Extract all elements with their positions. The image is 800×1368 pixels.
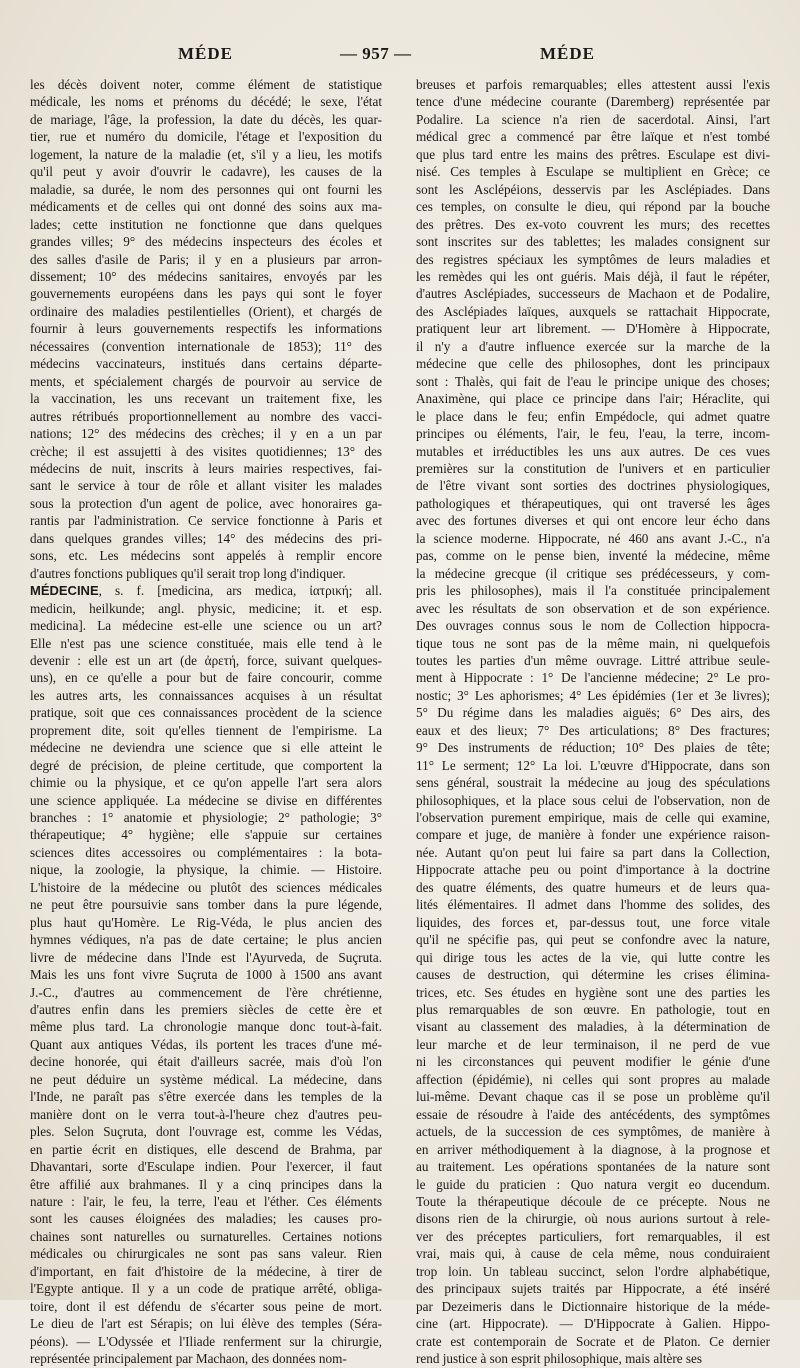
text-line: MÉDECINE, s. f. [medicina, ars medica, ἰατρική; all. — [30, 583, 382, 599]
text-line: pas, comme on le pense bien, inventé la médecine, même — [416, 548, 770, 564]
text-line: médicale, les noms et prénoms du décédé; le sexe, l'état — [30, 94, 382, 110]
text-line: lités élémentaires. Il admet dans l'homme des solides, des — [416, 897, 770, 913]
text-line: 5° Du régime dans les maladies aiguës; 6° Des airs, des — [416, 705, 770, 721]
text-line: même plus tard. La chronologie manque donc tout-à-fait. — [30, 1019, 382, 1035]
text-line: crèche; il est assujetti à des visites quotidiennes; 13° des — [30, 443, 382, 459]
right-running-headword: MÉDE — [540, 44, 595, 63]
text-line: l'observation purement empirique, mais de celle qui examine, — [416, 810, 770, 826]
text-line: médecins de nuit, inscrits à leurs mairies respectives, fai- — [30, 460, 382, 476]
text-line: sous la protection d'un agent de police, avec honoraires ga- — [30, 495, 382, 511]
text-line: sens général, soustrait la médecine au joug des spéculations — [416, 775, 770, 791]
text-line: trop loin. Un tableau succinct, selon l'ordre alphabétique, — [416, 1263, 770, 1279]
text-line: que plus tard entre les mains des prêtres. Esculape est divi- — [416, 146, 770, 162]
text-line: qu'il peut y avoir d'ouvrir le cadavre), les causes de la — [30, 164, 382, 180]
text-line: Elle n'est pas une science constituée, mais elle tend à le — [30, 635, 382, 651]
text-line: ces temples, on consulte le dieu, qui répond par la bouche — [416, 199, 770, 215]
text-line: principes ou éléments, l'air, le feu, l'eau, la terre, incom- — [416, 426, 770, 442]
page-number: — 957 — — [340, 44, 412, 63]
text-line: Quant aux antiques Védas, ils portent les traces d'une mé- — [30, 1036, 382, 1052]
text-line: dissement; 10° des médecins sanitaires, envoyés par les — [30, 268, 382, 284]
text-line: dans quelques grandes villes; 14° des médecins des pri- — [30, 530, 382, 546]
text-line: livre de médecine dans l'Inde est l'Ayurveda, de Suçruta. — [30, 949, 382, 965]
text-line: sciences dites accessoires ou complémentaires : la bota- — [30, 844, 382, 860]
text-line: devenir : elle est un art (de ἀρετή, force, suivant quelques- — [30, 652, 382, 668]
text-line: thérapeutique; 4° hygiène; elle s'appuie sur certaines — [30, 827, 382, 843]
text-line: branches : 1° anatomie et physiologie; 2° pathologie; 3° — [30, 810, 382, 826]
text-line: qu'il ne spécifie pas, qui peut se confondre avec la nature, — [416, 932, 770, 948]
text-line: breuses et parfois remarquables; elles attestent aussi l'exis — [416, 77, 770, 92]
text-line: médecine ne deviendra une science que si elle atteint le — [30, 740, 382, 756]
text-line: degré de précision, de pleine certitude, que comportent la — [30, 757, 382, 773]
text-line: lui-même. Devant chaque cas il se pose un problème qu'il — [416, 1089, 770, 1105]
text-line: médical grec a commencé par être laïque et n'est tombé — [416, 129, 770, 145]
text-line: des Asclépiades laïques, auxquels se rattachait Hippocrate, — [416, 303, 770, 319]
text-line: sont les Asclépéions, desservis par les Asclépiades. Dans — [416, 181, 770, 197]
text-line: plus remarquables de son œuvre. En pathologie, tout en — [416, 1002, 770, 1018]
text-line: tence d'une médecine courante (Daremberg) représentée par — [416, 94, 770, 110]
text-line: premières sur la constitution de l'univers et en particulier — [416, 460, 770, 476]
text-line: les autres arts, les connaissances acquises à un résultat — [30, 687, 382, 703]
text-line: causes de destruction, qui détermine les crises élimina- — [416, 967, 770, 983]
text-line: les décès doivent noter, comme élément de statistique — [30, 77, 382, 92]
text-line: compare et juge, de manière à fonder une expérience raison- — [416, 827, 770, 843]
text-line: rend justice à son esprit philosophique, mais altère ses — [416, 1351, 703, 1367]
text-line: avec les résultats de son observation et de son expérience. — [416, 600, 770, 616]
text-line: ordinaire des maladies pestilentielles (Orient), et chargés de — [30, 303, 382, 319]
text-line: nique, la zoologie, la physique, la chimie. — Histoire. — [30, 862, 382, 878]
text-line: des quatre éléments, des quatre humeurs et de leurs qua- — [416, 879, 770, 895]
text-line: toutes les parties d'un même ouvrage. Littré attribue seule- — [416, 652, 770, 668]
text-line: née. Autant qu'on peut lui faire sa part dans la Collection, — [416, 844, 770, 860]
text-line: uns), en ce qu'elle a pour but de faire concourir, comme — [30, 670, 382, 686]
left-text-column — [30, 76, 382, 1368]
text-line: sont : Thalès, qui fait de l'eau le principe unique des choses; — [416, 373, 770, 389]
text-line: ments, et spécialement chargés de pourvoir au service de — [30, 373, 382, 389]
text-line: 11° Le serment; 12° La loi. L'œuvre d'Hippocrate, dans son — [416, 757, 770, 773]
text-line: pathologiques et thérapeutiques, qui ont traversé les âges — [416, 495, 770, 511]
text-line: des prêtres. Des ex-voto couvrent les murs; des recettes — [416, 216, 770, 232]
text-line: de l'être vivant sont sorties des doctrines physiologiques, — [416, 478, 770, 494]
text-line: pratiquent leur art librement. — D'Homère à Hippocrate, — [416, 321, 770, 337]
text-line: le place dans le feu; enfin Empédocle, qui admet quatre — [416, 408, 770, 424]
text-line: ples. Selon Suçruta, dont l'ouvrage est, comme les Védas, — [30, 1124, 382, 1140]
text-line: ne peut déduire un système médical. La médecine, dans — [30, 1071, 382, 1087]
text-line: Podalire. La science n'a rien de sacerdotal. Ainsi, l'art — [416, 111, 770, 127]
text-line: sons, etc. Les médecins sont appelés à remplir encore — [30, 548, 382, 564]
text-line: d'important, en fait d'histoire de la médecine, à tirer de — [30, 1263, 382, 1279]
text-line: une science appliquée. La médecine se divise en différentes — [30, 792, 382, 808]
text-line: nostic; 3° Les aphorismes; 4° Les épidémies (1er et 3e livres); — [416, 687, 770, 703]
text-line: mutables et irréductibles les uns aux autres. De ces vues — [416, 443, 770, 459]
text-line: des registres spéciaux les symptômes de leurs maladies et — [416, 251, 770, 267]
text-line: tique tous ne sont pas de la même main, ni quelquefois — [416, 635, 770, 651]
text-line: de mariage, l'âge, la profession, la date du décès, les quar- — [30, 111, 382, 127]
text-line: le guide du praticien : Quo natura vergit eo ducendum. — [416, 1176, 770, 1192]
text-line: chimie ou la physique, et ce qu'on appelle l'art sera alors — [30, 775, 382, 791]
text-line: vrai, mais qui, à cause de cela même, nous conduiraient — [416, 1246, 770, 1262]
text-line: toire, dont il est défendu de s'écarter sous peine de mort. — [30, 1298, 382, 1314]
text-line: plus haut qu'Homère. Le Rig-Véda, le plus ancien des — [30, 914, 382, 930]
text-line: J.-C., d'autres au commencement de l'ère chrétienne, — [30, 984, 382, 1000]
text-line: essaie de résoudre à l'aide des antécédents, des symptômes — [416, 1106, 770, 1122]
text-line: medicin, heilkunde; angl. physic, medicine; it. et esp. — [30, 600, 382, 616]
text-line: liquides, des forces et, par-dessus tout, une force vitale — [416, 914, 770, 930]
text-line: L'histoire de la médecine ou plutôt des sciences médicales — [30, 879, 382, 895]
text-line: tier, rue et numéro du domicile, l'étage et l'exposition du — [30, 129, 382, 145]
text-line: représentée principalement par Machaon, des données nom- — [30, 1351, 347, 1367]
entry-headword: MÉDECINE — [30, 583, 99, 599]
text-line: la science moderne. Hippocrate, né 460 ans avant J.-C., n'a — [416, 530, 770, 546]
text-line: chaines sont naturelles ou surnaturelles. Certaines notions — [30, 1228, 382, 1244]
text-line: trices, etc. Ses études en hygiène sont une des parties les — [416, 984, 770, 1000]
text-line: médicales ou chirurgicales ne sont pas sans valeur. Rien — [30, 1246, 382, 1262]
text-line: il n'y a d'autre influence exercée sur la marche de la — [416, 338, 770, 354]
text-line: avec des fortunes diverses et qui ont encore leur écho dans — [416, 513, 770, 529]
text-line: l'Egypte antique. Il y a un code de pratique arrêté, obliga- — [30, 1281, 382, 1297]
text-line: en partie écrit en distiques, elle descend de Brahma, par — [30, 1141, 382, 1157]
text-line: nature : l'air, le feu, la terre, l'eau et l'éther. Ces éléments — [30, 1194, 382, 1209]
text-line: la médecine grecque (il critique ses prédécesseurs, y com- — [416, 565, 770, 581]
left-running-headword: MÉDE — [178, 44, 233, 63]
text-line: sont inscrites sur des tablettes; les malades consignent sur — [416, 234, 770, 250]
text-line: les remèdes qui les ont guéris. Mais déjà, il faut le répéter, — [416, 268, 770, 284]
text-line: pris les philosophes), mais il l'a constituée principalement — [416, 583, 770, 599]
text-line: sant le service à tour de rôle et allant visiter les malades — [30, 478, 382, 494]
text-line: au traitement. Les opérations spontanées de la nature sont — [416, 1159, 770, 1175]
text-line: des salles d'asile de Paris; il y en a plusieurs par arron- — [30, 251, 382, 267]
text-line: rantis par l'administration. Ce service fonctionne à Paris et — [30, 513, 382, 529]
text-line: nisé. Ces temples à Esculape se multiplient en Grèce; ce — [416, 164, 770, 180]
text-line: 9° Des instruments de réduction; 10° Des plaies de tête; — [416, 740, 770, 756]
text-line: d'autres enfin dans les premiers siècles de cette ère et — [30, 1002, 382, 1018]
text-line: la vaccination, les uns recevant un traitement fixe, les — [30, 391, 382, 407]
text-line: Dhavantari, sorte d'Esculape indien. Pour l'exercer, il faut — [30, 1159, 382, 1175]
text-line: d'autres fonctions publiques qu'il serait trop long d'indiquer. — [30, 565, 346, 581]
text-line: affection (épidémie), ni celles qui sont propres au malade — [416, 1071, 770, 1087]
text-line: Hippocrate attache peu ou point d'importance à la doctrine — [416, 862, 770, 878]
text-line: médecins vaccinateurs, institués dans certains départe- — [30, 356, 382, 372]
text-line: qui dirige tous les actes de la vie, qui lutte contre les — [416, 949, 770, 965]
text-line: l'Inde, ne paraît pas s'être exercée dans les temples de la — [30, 1089, 382, 1105]
text-line: proprement dite, soit qu'elles tiennent de l'empirisme. La — [30, 722, 382, 738]
text-line: hymnes védiques, n'a pas de date certaine; le plus ancien — [30, 932, 382, 948]
page-header — [0, 44, 800, 70]
text-line: gouvernements européens dans les pays qui sont le foyer — [30, 286, 382, 302]
text-line: logement, la nature de la maladie (et, s'il y a lieu, les motifs — [30, 146, 382, 162]
text-line: leur marche et de leur terminaison, il ne perd de vue — [416, 1036, 770, 1052]
text-line: pratique, soit que ces connaissances procèdent de la science — [30, 705, 382, 721]
text-line: médecine que celle des philosophes, dont les principaux — [416, 356, 770, 372]
text-line: médicaments et de celles qui ont donné des soins aux ma- — [30, 199, 382, 215]
text-line: ne peut être poursuivie sans tomber dans la pure légende, — [30, 897, 382, 913]
text-line: lades; cette institution ne fonctionne que dans quelques — [30, 216, 382, 232]
text-line: decine honorée, qui était d'ailleurs sacrée, mais d'où l'on — [30, 1054, 382, 1070]
text-line: nations; 12° des médecins des crèches; il y en a un par — [30, 426, 382, 442]
text-line: péons). — L'Odyssée et l'Iliade renferment sur la chirurgie, — [30, 1333, 382, 1349]
text-line: philosophiques, et la place sous celui de l'observation, non de — [416, 792, 770, 808]
text-line: ni les circonstances qui peuvent modifier le génie d'une — [416, 1054, 770, 1070]
text-line: nécessaires (convention internationale de 1853); 11° des — [30, 338, 382, 354]
text-line: Mais les uns font vivre Suçruta de 1000 à 1500 ans avant — [30, 967, 382, 983]
text-line: par Dezeimeris dans le Dictionnaire historique de la méde- — [416, 1298, 770, 1314]
text-line: Le dieu de l'art est Sérapis; on lui élève des temples (Séra- — [30, 1316, 382, 1332]
text-line: d'autres Asclépiades, successeurs de Machaon et de Podalire, — [416, 286, 770, 302]
text-line: eaux et des lieux; 7° Des articulations; 8° Des fractures; — [416, 722, 770, 738]
text-line: ver des préceptes particuliers, fort remarquables, il est — [416, 1228, 770, 1244]
text-line: Toute la thérapeutique découle de ce précepte. Nous ne — [416, 1194, 770, 1209]
text-line: cine (art. Hippocrate). — D'Hippocrate à Galien. Hippo- — [416, 1316, 770, 1332]
text-line: Des ouvrages connus sous le nom de Collection hippocra- — [416, 618, 770, 634]
text-line: disons rien de la chirurgie, où nous aurions surtout à rele- — [416, 1211, 770, 1227]
text-line: grandes villes; 9° des médecins inspecteurs des écoles et — [30, 234, 382, 250]
text-line: actuels, de la succession de ces symptômes, de manière à — [416, 1124, 770, 1140]
text-line: des principaux sujets traités par Hippocrate, a été inséré — [416, 1281, 770, 1297]
text-line: en arriver méthodiquement à la diagnose, à la prognose et — [416, 1141, 770, 1157]
text-line: visant au classement des maladies, à la détermination de — [416, 1019, 770, 1035]
right-text-column — [416, 76, 770, 1368]
text-line: Anaximène, qui place ce principe dans l'air; Héraclite, qui — [416, 391, 770, 407]
text-line: crate est contemporain de Socrate et de Platon. Ce dernier — [416, 1333, 770, 1349]
text-line: manière dont on le verra tout-à-l'heure chez d'autres peu- — [30, 1106, 382, 1122]
text-line: fournir à leurs gouvernements respectifs les informations — [30, 321, 382, 337]
text-line: être affilié aux brahmanes. Il y a cinq principes dans la — [30, 1176, 382, 1192]
text-line: ment à Hippocrate : 1° De l'ancienne médecine; 2° Le pro- — [416, 670, 770, 686]
text-line: medicina]. La médecine est-elle une science ou un art? — [30, 618, 382, 634]
text-line: autres rétribués proportionnellement au nombre des vacci- — [30, 408, 382, 424]
text-line: sont les causes éloignées des maladies; les causes pro- — [30, 1211, 382, 1227]
text-line: maladie, sa durée, le nom des personnes qui ont fourni les — [30, 181, 382, 197]
